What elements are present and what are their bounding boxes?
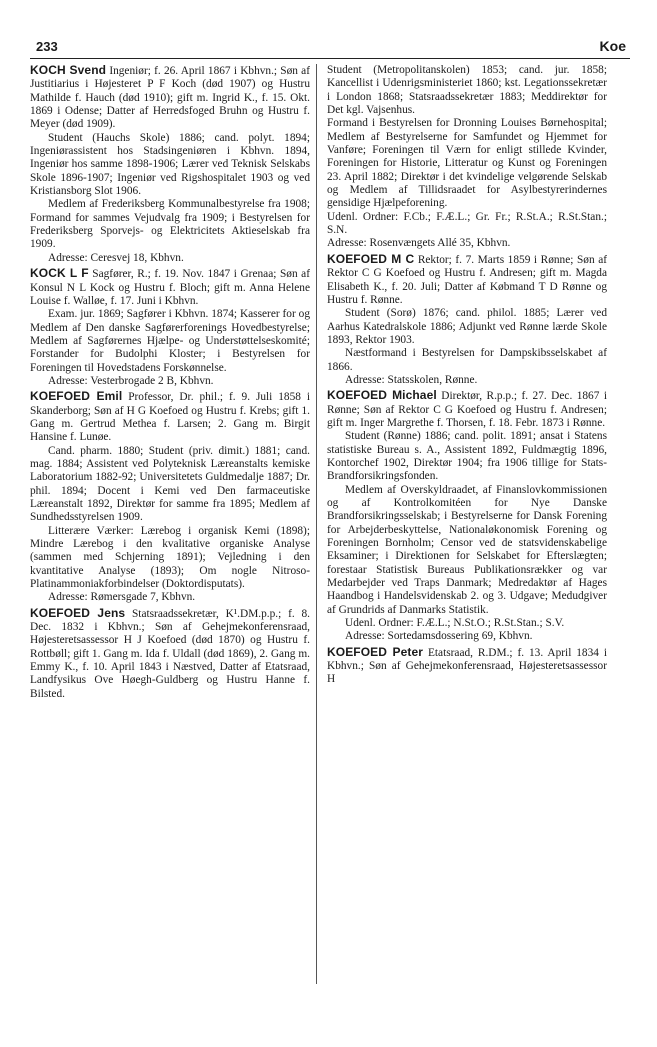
entry-name: KOEFOED Jens (30, 605, 126, 620)
left-column (30, 64, 310, 989)
entry-koch-svend (30, 64, 310, 265)
entry-paragraph: Student (Sorø) 1876; cand. philol. 1885; Lærer ved Aarhus Katedralskole 1886; Adjunkt ved Rønne lærde Skole 1893, Rektor 1903. (327, 307, 607, 346)
entry-text: Rektor; f. 7. Marts 1859 i Rønne; Søn af Rektor C G Koefoed og Hustru f. Andresen; gift m. Magda Elisabeth K., f. 20. Juli; Datter af Købmand T D Rønne og Hustru f. Rønne. (327, 253, 607, 306)
entry-paragraph: Student (Metropolitanskolen) 1853; cand. jur. 1858; Kancellist i Udenrigsministeriet 1860; kst. Legationssekretær i London 1868; Statsraadssekretær 1883; Meddirektør for Det kgl. Vajsenhus. (327, 64, 607, 117)
entry-address: Adresse: Rømersgade 7, Kbhvn. (48, 591, 196, 604)
entry-paragraph: Student (Hauchs Skole) 1886; cand. polyt. 1894; Ingeniørassistent hos Stadsingeniøren i Kbhvn. 1894, Ingeniør hos samme 1898-1906; Lærer ved Teknisk Selskabs Skole 1896-1907; Ingeniør ved Rigshospitalet 1903 og ved Kristiansborg Slot 1906. (30, 131, 310, 198)
entry-paragraph: Litterære Værker: Lærebog i organisk Kemi (1898); Mindre Lærebog i den kvalitative organiske Analyse (sammen med Schjerning 1891); Vejledning i den kvantitative Analyse (1893); Om nogle Nitroso-Platinammoniakforbindelser (Doktordisputats). (30, 524, 310, 591)
running-head: Koe (599, 38, 626, 54)
entry-kock-lf (30, 267, 310, 388)
entry-koefoed-jens-continued (327, 64, 607, 251)
entry-text: Ingeniør; f. 26. April 1867 i Kbhvn.; Søn af Justitiarius i Højesteret P F Koch (død 1907) og Hustru Mathilde f. Hauch (død 1910); gift m. Ingrid K., f. 15. Okt. 1869 i Odense; Datter af Herredsfoged Bruhn og Hustru f. Meyer (død 1909). (30, 65, 310, 131)
entry-paragraph: Exam. jur. 1869; Sagfører i Kbhvn. 1874; Kasserer for og Medlem af Den danske Sagførerforenings Hovedbestyrelse; Medlem af Sagførernes Hjælpe- og Understøttelseskomité; Forstander for Budolphi Kloster; i Bestyrelsen for Foreningen til Hovedstadens Forskønnelse. (30, 308, 310, 374)
entry-paragraph: Medlem af Frederiksberg Kommunalbestyrelse fra 1908; Formand for sammes Vejudvalg fra 1909; i Bestyrelsen for Frederiksberg Sporvejs- og Elektricitets Aktieselskab fra 1909. (30, 198, 310, 251)
entry-orders: Udenl. Ordner: F.Cb.; F.Æ.L.; Gr. Fr.; R.St.A.; R.St.Stan.; S.N. (327, 210, 607, 237)
entry-address: Adresse: Sortedamsdossering 69, Kbhvn. (345, 630, 533, 643)
entry-name: KOEFOED Peter (327, 644, 424, 659)
entry-name: KOCK L F (30, 266, 89, 281)
entry-koefoed-peter (327, 646, 607, 687)
entry-address: Adresse: Statsskolen, Rønne. (345, 373, 478, 386)
entry-name: KOCH Svend (30, 64, 107, 77)
entry-koefoed-jens (30, 607, 310, 701)
entry-paragraph: Næstformand i Bestyrelsen for Dampskibsselskabet af 1866. (327, 347, 607, 373)
page-number: 233 (36, 39, 58, 54)
page-header (30, 30, 630, 59)
entry-address: Adresse: Rosenvængets Allé 35, Kbhvn. (327, 237, 511, 250)
right-column (327, 64, 607, 989)
entry-text: Direktør, R.p.p.; f. 27. Dec. 1867 i Rønne; Søn af Rektor C G Koefoed og Hustru f. Andresen; gift m. Inger Margrethe f. Thorsen, f. 18. Febr. 1873 i Rønne. (327, 390, 607, 429)
entry-paragraph: Cand. pharm. 1880; Student (priv. dimit.) 1881; cand. mag. 1884; Assistent ved Polyteknisk Læreanstalts kemiske Laboratorium 1882-92; Universitetets Guldmedalje 1887; Dr. phil. 1894; Docent i Kemi ved Den farmaceutiske Læreanstalt 1892, Direktør for samme fra 1895; Medlem af Sundhedsstyrelsen 1909. (30, 444, 310, 524)
entry-paragraph: Student (Rønne) 1886; cand. polit. 1891; ansat i Statens statistiske Bureau s. A., Assistent 1892, Fuldmægtig 1896, Kontorchef 1902, Direktør 1904; fra 1906 tillige for Stats-Brandforsikringsfonden. (327, 430, 607, 483)
entry-name: KOEFOED Emil (30, 389, 123, 404)
entry-text: Etatsraad, R.DM.; f. 13. April 1834 i Kbhvn.; Søn af Gehejmekonferensraad, Højesteretsassessor H (327, 646, 607, 686)
entry-koefoed-michael (327, 389, 607, 644)
entry-name: KOEFOED M C (327, 251, 415, 266)
entry-koefoed-mc (327, 253, 607, 387)
entry-address: Adresse: Vesterbrogade 2 B, Kbhvn. (48, 374, 214, 387)
entry-orders: Udenl. Ordner: F.Æ.L.; N.St.O.; R.St.Stan.; S.V. (345, 617, 565, 630)
entry-name: KOEFOED Michael (327, 388, 437, 403)
entry-address: Adresse: Ceresvej 18, Kbhvn. (48, 251, 184, 264)
entry-paragraph: Medlem af Overskyldraadet, af Finanslovkommissionen og af Kontrolkomitéen for Nye Danske Brandforsikringsselskab; i Bestyrelserne for Dansk Forening for Arbejderbeskyttelse, Nationaløkonomisk Forening og Foreningen Bornholm; Censor ved de statsvidenskabelige Eksaminer; i Direktionen for Selskabet for Efterslægten; forestaar Statistisk Bureaus Publikationsrækker og var Medarbejder ved Traps Danmark; Medredaktør af Hages Haandbog i Handelsvidenskab 2. og 3. Udgave; Medudgiver af Grundrids af Danmarks Statistik. (327, 483, 607, 616)
column-divider (316, 64, 317, 984)
entry-koefoed-emil (30, 390, 310, 605)
entry-text: Statsraadssekretær, K¹.DM.p.p.; f. 8. Dec. 1832 i Kbhvn.; Søn af Gehejmekonferensraad, Højesteretsassessor H J Koefoed (død 1870) og Hustru f. Rottbøll; gift 1. Gang m. Ida f. Uldall (død 1869), 2. Gang m. Emmy K., f. 10. April 1843 i Næstved, Datter af Etatsraad, Landfysikus Ove Høegh-Guldberg og Hustru Hanne f. Bilsted. (30, 607, 310, 700)
entry-text: Sagfører, R.; f. 19. Nov. 1847 i Grenaa; Søn af Konsul N L Kock og Hustru f. Bloch; gift m. Anna Helene Louise f. Walløe, f. 17. Juni i Kbhvn. (30, 268, 310, 307)
entry-text: Professor, Dr. phil.; f. 9. Juli 1858 i Skanderborg; Søn af H G Koefoed og Hustru f. Krebs; gift 1. Gang m. Gertrud Methea f. Larsen; 2. Gang m. Birgit Hansine f. Lunøe. (30, 391, 310, 444)
entry-paragraph: Formand i Bestyrelsen for Dronning Louises Børnehospital; Medlem af Bestyrelserne for Samfundet og Hjemmet for Vanføre; Foreningen til Værn for enligt stillede Kvinder, Foreningen for Historie, Litteratur og Kunst og Foreningen 23. April 1882; Direktør i det kvindelige velgørende Selskab og Medlem af Tillidsraadet for Asylbestyrerindernes gensidige Hjælpeforening. (327, 117, 607, 210)
